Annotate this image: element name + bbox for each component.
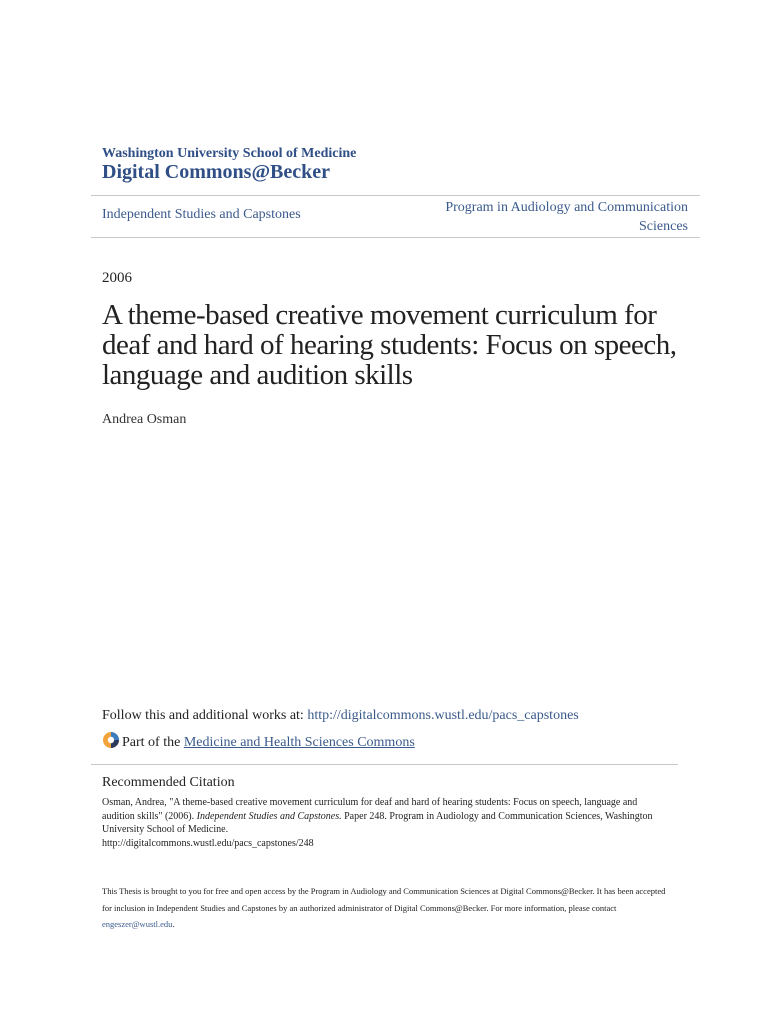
program-line-2: Sciences [639, 219, 688, 234]
citation-text [102, 796, 672, 850]
citation-series: Independent Studies and Capstones. [196, 810, 342, 822]
collection-link[interactable]: Independent Studies and Capstones [102, 207, 301, 222]
citation-divider [91, 764, 678, 765]
contact-email-link[interactable]: engeszer@wustl.edu [102, 919, 173, 929]
notice-end: . [172, 919, 175, 929]
institution-school: Washington University School of Medicine [102, 146, 357, 161]
header-bottom-divider [91, 237, 700, 238]
citation-heading: Recommended Citation [102, 775, 235, 790]
header-top-divider [91, 195, 700, 196]
citation-part-2: Paper 248. Program in Audiology and Communication Sciences, Washington University School of Medicine. [102, 810, 653, 835]
program-line-1: Program in Audiology and Communication [445, 200, 688, 215]
part-of-line [102, 731, 415, 751]
digital-commons-network-icon [102, 731, 120, 749]
citation-part-1: Osman, Andrea, "A theme-based creative movement curriculum for deaf and hard of hearing students: Focus on speech, language and audition skills" (2006). [102, 797, 638, 822]
part-of-prefix: Part of the [122, 735, 184, 750]
access-notice [102, 883, 672, 933]
author-name: Andrea Osman [102, 412, 187, 427]
program-link[interactable] [388, 198, 688, 236]
repository-name[interactable]: Digital Commons@Becker [102, 161, 331, 183]
follow-url-link[interactable]: http://digitalcommons.wustl.edu/pacs_capstones [307, 708, 579, 723]
follow-line [102, 708, 579, 724]
paper-title: A theme-based creative movement curriculum for deaf and hard of hearing students: Focus on speech, language and audition skills [102, 299, 677, 391]
commons-link[interactable]: Medicine and Health Sciences Commons [183, 735, 415, 750]
publication-year: 2006 [102, 270, 132, 286]
follow-prefix: Follow this and additional works at: [102, 708, 308, 723]
notice-text: This Thesis is brought to you for free and open access by the Program in Audiology and Communication Sciences at Digital Commons@Becker. It has been accepted for inclusion in Independent Studies and Capstones by an authorized administrator of Digital Commons@Becker. For more information, please contact [102, 886, 666, 913]
citation-url: http://digitalcommons.wustl.edu/pacs_capstones/248 [102, 837, 314, 849]
